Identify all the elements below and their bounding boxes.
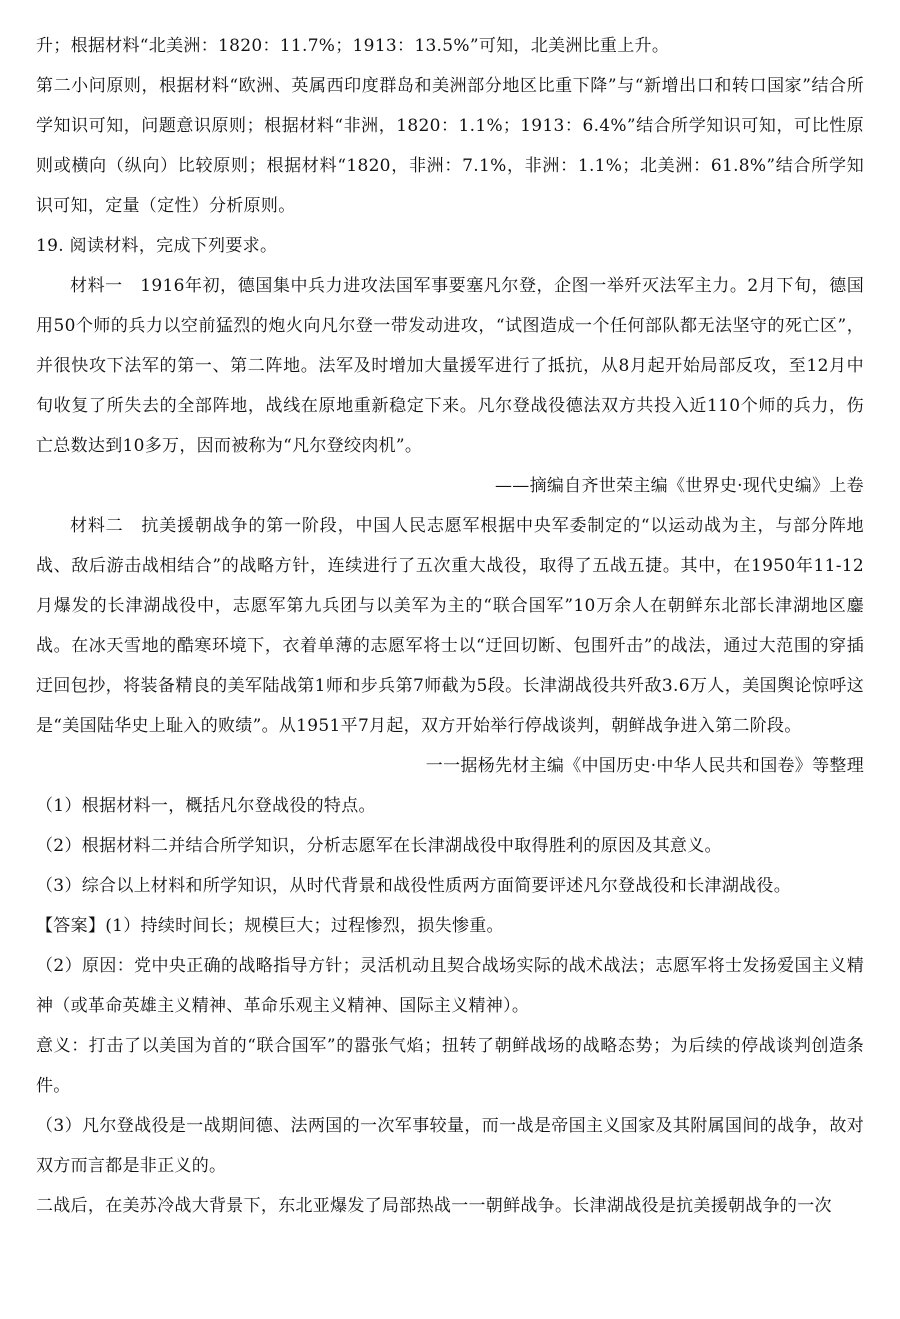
answer-2-reasons: （2）原因：党中央正确的战略指导方针；灵活机动且契合战场实际的战术战法；志愿军将士发扬爱国主义精神（或革命英雄主义精神、革命乐观主义精神、国际主义精神）。 (36, 956, 864, 1016)
paragraph-prev-answer-end: 升；根据材料“北美洲：1820：11.7%；1913：13.5%”可知，北美洲比重上升。 (36, 36, 670, 56)
material-two-source: 一一据杨先材主编《中国历史·中华人民共和国卷》等整理 (425, 756, 864, 776)
sub-question-3: （3）综合以上材料和所学知识，从时代背景和战役性质两方面简要评述凡尔登战役和长津湖战役。 (36, 876, 792, 896)
answer-2-meaning: 意义：打击了以美国为首的“联合国军”的嚣张气焰；扭转了朝鲜战场的战略态势；为后续的停战谈判创造条件。 (36, 1036, 864, 1096)
material-one-source: ——摘编自齐世荣主编《世界史·现代史编》上卷 (494, 476, 864, 496)
answer-3: （3）凡尔登战役是一战期间德、法两国的一次军事较量，而一战是帝国主义国家及其附属国间的战争，故对双方而言都是非正义的。 (36, 1116, 864, 1176)
question-19-heading: 19. 阅读材料，完成下列要求。 (36, 236, 278, 256)
answer-3-continued: 二战后，在美苏冷战大背景下，东北亚爆发了局部热战一一朝鲜战争。长津湖战役是抗美援朝战争的一次 (36, 1196, 832, 1216)
sub-question-1: （1）根据材料一，概括凡尔登战役的特点。 (36, 796, 376, 816)
paragraph-second-question-principles: 第二小问原则，根据材料“欧洲、英属西印度群岛和美洲部分地区比重下降”与“新增出口和转口国家”结合所学知识可知，问题意识原则；根据材料“非洲，1820：1.1%；1913：6.4%”结合所学知识可知，可比性原则或横向（纵向）比较原则；根据材料“1820，非洲：7.1%，非洲：1.1%；北美洲：61.8%”结合所学知识可知，定量（定性）分析原则。 (36, 76, 864, 216)
material-one: 材料一 1916年初，德国集中兵力进攻法国军事要塞凡尔登，企图一举歼灭法军主力。2月下旬，德国用50个师的兵力以空前猛烈的炮火向凡尔登一带发动进攻，“试图造成一个任何部队都无法坚守的死亡区”，并很快攻下法军的第一、第二阵地。法军及时增加大量援军进行了抵抗，从8月起开始局部反攻，至12月中旬收复了所失去的全部阵地，战线在原地重新稳定下来。凡尔登战役德法双方共投入近110个师的兵力，伤亡总数达到10多万，因而被称为“凡尔登绞肉机”。 (36, 276, 864, 456)
sub-question-2: （2）根据材料二并结合所学知识，分析志愿军在长津湖战役中取得胜利的原因及其意义。 (36, 836, 722, 856)
answer-1: 【答案】(1）持续时间长；规模巨大；过程惨烈，损失惨重。 (36, 916, 504, 936)
material-two: 材料二 抗美援朝战争的第一阶段，中国人民志愿军根据中央军委制定的“以运动战为主，与部分阵地战、敌后游击战相结合”的战略方针，连续进行了五次重大战役，取得了五战五捷。其中，在1950年11-12月爆发的长津湖战役中，志愿军第九兵团与以美军为主的“联合国军”10万余人在朝鲜东北部长津湖地区鏖战。在冰天雪地的酷寒环境下，衣着单薄的志愿军将士以“迂回切断、包围歼击”的战法，通过大范围的穿插迂回包抄，将装备精良的美军陆战第1师和步兵第7师截为5段。长津湖战役共歼敌3.6万人，美国舆论惊呼这是“美国陆华史上耻入的败绩”。从1951平7月起，双方开始举行停战谈判，朝鲜战争进入第二阶段。 (36, 516, 864, 736)
